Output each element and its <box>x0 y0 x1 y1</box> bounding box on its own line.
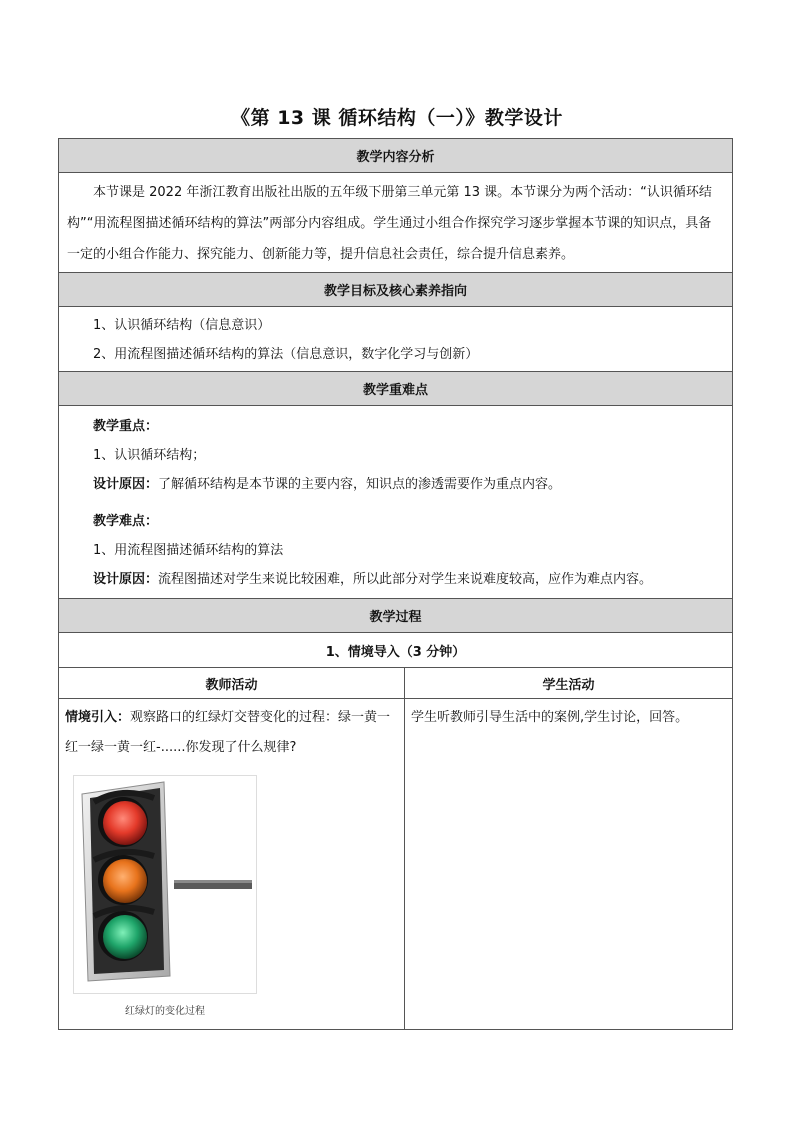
content-analysis-heading: 教学内容分析 <box>59 139 733 173</box>
focus-reason-label: 设计原因： <box>93 477 159 492</box>
difficulty-reason-text: 流程图描述对学生来说比较困难，所以此部分对学生来说难度较高，应作为难点内容。 <box>158 572 653 587</box>
objective-item-1: 1、认识循环结构（信息意识） <box>93 318 271 333</box>
key-points-cell <box>59 406 733 599</box>
student-activity-cell <box>405 699 733 1030</box>
key-points-heading: 教学重难点 <box>59 372 733 406</box>
content-analysis-cell <box>59 173 733 273</box>
focus-label: 教学重点： <box>93 419 159 434</box>
stage-title: 1、情境导入（3 分钟） <box>59 633 733 668</box>
objectives-heading: 教学目标及核心素养指向 <box>59 273 733 307</box>
teacher-activity-label: 情境引入： <box>65 710 131 725</box>
student-activity-text: 学生听教师引导生活中的案例,学生讨论，回答。 <box>411 710 689 725</box>
teacher-activity-cell <box>59 699 405 1030</box>
student-activity-header: 学生活动 <box>405 668 733 699</box>
image-caption: 红绿灯的变化过程 <box>125 1006 205 1017</box>
difficulty-reason-label: 设计原因： <box>93 572 159 587</box>
lesson-plan-table <box>58 138 733 1030</box>
focus-item: 1、认识循环结构； <box>93 448 206 463</box>
content-analysis-paragraph: 本节课是 2022 年浙江教育出版社出版的五年级下册第三单元第 13 课。本节课分为两个活动：“认识循环结构”“用流程图描述循环结构的算法”两部分内容组成。学生通过小组合作探究学习逐步掌握本节课的知识点，具备一定的小组合作能力、探究能力、创新能力等，提升信息社会责任，综合提升信息素养。 <box>67 185 712 262</box>
teacher-activity-text: 观察路口的红绿灯交替变化的过程：绿一黄一红一绿一黄一红-......你发现了什么规律? <box>65 710 391 755</box>
process-heading: 教学过程 <box>59 599 733 633</box>
difficulty-label: 教学难点： <box>93 514 159 529</box>
objective-item-2: 2、用流程图描述循环结构的算法（信息意识，数字化学习与创新） <box>93 347 479 362</box>
document-title: 《第 13 课 循环结构（一）》教学设计 <box>231 107 563 129</box>
teacher-activity-header: 教师活动 <box>59 668 405 699</box>
focus-reason-text: 了解循环结构是本节课的主要内容，知识点的渗透需要作为重点内容。 <box>158 477 562 492</box>
objectives-cell <box>59 307 733 372</box>
traffic-light-image <box>73 775 257 994</box>
difficulty-item: 1、用流程图描述循环结构的算法 <box>93 543 284 558</box>
